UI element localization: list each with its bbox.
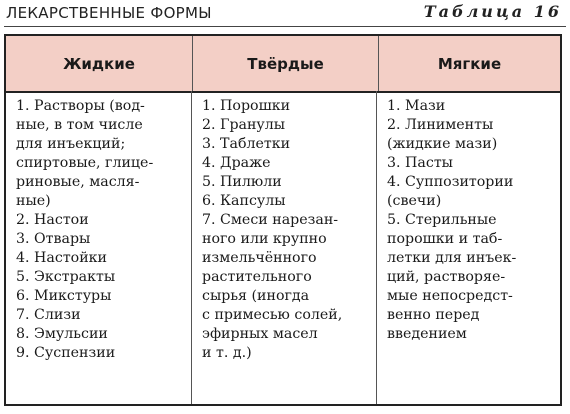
column-solid <box>192 91 377 404</box>
cell-line: 1. Порошки <box>202 98 291 114</box>
cell-line: эфирных масел <box>202 326 318 342</box>
cell-line: 4. Настойки <box>16 250 107 266</box>
cell-line: венно перед <box>387 307 480 323</box>
cell-line: 8. Эмульсии <box>16 326 108 342</box>
cell-line: и т. д.) <box>202 345 252 361</box>
table-body-row <box>6 91 560 404</box>
cell-line: 2. Линименты <box>387 117 494 133</box>
cell-line: сырья (иногда <box>202 288 310 304</box>
cell-line: 2. Гранулы <box>202 117 286 133</box>
cell-line: (свечи) <box>387 193 442 209</box>
cell-line: 5. Пилюли <box>202 174 282 190</box>
column-liquid <box>6 91 192 404</box>
table-number-label: Таблица 16 <box>423 2 562 21</box>
cell-line: (жидкие мази) <box>387 136 498 152</box>
cell-line: с примесью солей, <box>202 307 343 323</box>
cell-line: 1. Мази <box>387 98 446 114</box>
cell-line: ные) <box>16 193 51 209</box>
cell-line: для инъекций; <box>16 136 126 152</box>
column-soft <box>377 91 560 404</box>
header-soft: Мягкие <box>437 54 502 73</box>
cell-line: 4. Драже <box>202 155 271 171</box>
cell-line: 7. Слизи <box>16 307 81 323</box>
cell-line: летки для инъек- <box>387 250 517 266</box>
header-liquid: Жидкие <box>6 36 193 91</box>
cell-line: ций, растворяе- <box>387 269 506 285</box>
table-header-row <box>6 36 560 93</box>
cell-line: 3. Таблетки <box>202 136 291 152</box>
cell-line: измельчённого <box>202 250 317 266</box>
cell-line: 7. Смеси нарезан- <box>202 212 339 228</box>
cell-line: введением <box>387 326 467 342</box>
cell-line: 5. Экстракты <box>16 269 116 285</box>
cell-line: ные, в том числе <box>16 117 143 133</box>
cell-line: риновые, масля- <box>16 174 140 190</box>
title-divider <box>4 26 566 27</box>
cell-line: ного или крупно <box>202 231 327 247</box>
cell-line: 1. Растворы (вод- <box>16 98 145 114</box>
cell-line: 2. Настои <box>16 212 89 228</box>
cell-line: 6. Капсулы <box>202 193 286 209</box>
cell-line: мые непосредст- <box>387 288 513 304</box>
cell-line: растительного <box>202 269 312 285</box>
page-title: ЛЕКАРСТВЕННЫЕ ФОРМЫ <box>6 4 212 22</box>
cell-line: спиртовые, глице- <box>16 155 154 171</box>
cell-line: 4. Суппозитории <box>387 174 514 190</box>
cell-line: 3. Отвары <box>16 231 91 247</box>
cell-line: 3. Пасты <box>387 155 453 171</box>
cell-line: 6. Микстуры <box>16 288 112 304</box>
dosage-forms-table <box>4 34 562 406</box>
cell-line: порошки и таб- <box>387 231 503 247</box>
cell-line: 9. Суспензии <box>16 345 116 361</box>
cell-line: 5. Стерильные <box>387 212 497 228</box>
header-solid: Твёрдые <box>193 36 379 91</box>
